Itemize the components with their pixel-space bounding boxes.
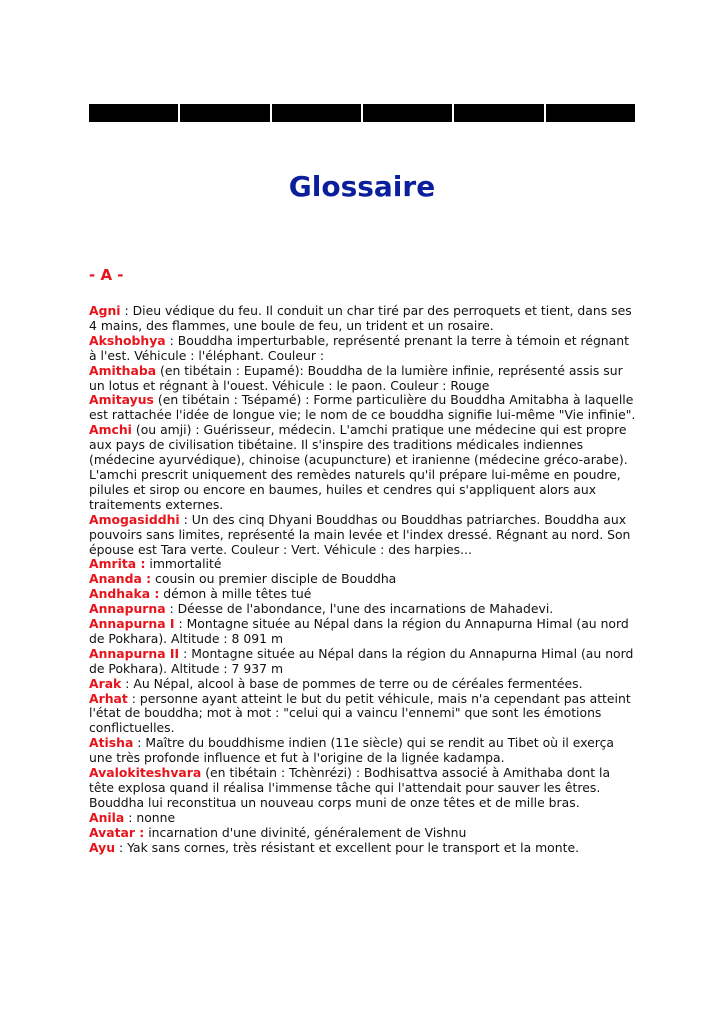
- glossary-entry: [89, 617, 637, 647]
- glossary-term: Amchi: [89, 422, 132, 438]
- glossary-term: Andhaka :: [89, 586, 160, 602]
- glossary-separator: :: [174, 616, 187, 632]
- glossary-definition: (en tibétain : Eupamé): Bouddha de la lumière infinie, représenté assis sur un lotus et régnant à l'ouest. Véhicule : le paon. Couleur : Rouge: [89, 362, 623, 393]
- header-bar-segment: [454, 104, 543, 122]
- header-bar-segment: [180, 104, 269, 122]
- glossary-entry: [89, 811, 637, 826]
- header-bar-segment: [546, 104, 635, 122]
- glossary-entry: [89, 692, 637, 737]
- glossary-entry: [89, 677, 637, 692]
- glossary-definition: (ou amji) : Guérisseur, médecin. L'amchi pratique une médecine qui est propre aux pays de civilisation tibétaine. Il s'inspire des traditions médicales indiennes (médecine ayurvédique), chinoise (acupuncture) et iranienne (médecine gréco-arabe). L'amchi prescrit uniquement des remèdes naturels qu'il prépare lui-même en poudre, pilules et sirop ou encore en baumes, huiles et cendres qui s'appliquent alors aux traitements externes.: [89, 422, 628, 512]
- glossary-term: Amithaba: [89, 362, 157, 378]
- header-bar-segment: [363, 104, 452, 122]
- glossary-definition: Un des cinq Dhyani Bouddhas ou Bouddhas patriarches. Bouddha aux pouvoirs sans limites, représenté la main levée et l'index dressé. Régnant au nord. Son épouse est Tara verte. Couleur : Vert. Véhicule : des harpies...: [89, 511, 631, 557]
- glossary-separator: :: [165, 332, 178, 348]
- glossary-term: Amrita :: [89, 556, 146, 572]
- glossary-entry: [89, 572, 637, 587]
- header-bar-segment: [89, 104, 178, 122]
- glossary-term: Arhat: [89, 690, 128, 706]
- glossary-term: Annapurna: [89, 601, 166, 617]
- glossary-term: Avatar :: [89, 824, 145, 840]
- glossary-entry: [89, 647, 637, 677]
- glossary-separator: :: [179, 645, 192, 661]
- glossary-definition: Yak sans cornes, très résistant et excellent pour le transport et la monte.: [127, 839, 580, 855]
- glossary-definition: Maître du bouddhisme indien (11e siècle) qui se rendit au Tibet où il exerça une très profonde influence et fut à l'origine de la lignée kadampa.: [89, 735, 615, 766]
- glossary-entry: [89, 513, 637, 558]
- glossary-entry: [89, 557, 637, 572]
- glossary-entry: [89, 826, 637, 841]
- glossary-definition: Montagne située au Népal dans la région du Annapurna Himal (au nord de Pokhara). Altitude : 8 091 m: [89, 616, 629, 646]
- glossary-entry: [89, 393, 637, 423]
- glossary-definition: personne ayant atteint le but du petit véhicule, mais n'a cependant pas atteint l'état de bouddha; mot à mot : "celui qui a vaincu l'ennemi" que sont les émotions conflictuelles.: [89, 690, 631, 736]
- glossary-term: Anila: [89, 809, 125, 825]
- glossary-entry: [89, 587, 637, 602]
- section-letter: - A -: [89, 266, 124, 284]
- glossary-separator: :: [165, 601, 178, 617]
- glossary-entry: [89, 364, 637, 394]
- glossary-term: Amitayus: [89, 392, 154, 408]
- glossary-definition: cousin ou premier disciple de Bouddha: [155, 571, 397, 587]
- glossary-separator: :: [133, 735, 146, 751]
- glossary-term: Avalokiteshvara: [89, 765, 202, 781]
- glossary-entry: [89, 602, 637, 617]
- glossary-definition: (en tibétain : Tchènrézi) : Bodhisattva associé à Amithaba dont la tête explosa quand il réalisa l'immense tâche qui l'attendait pour sauver les êtres. Bouddha lui reconstitua un nouveau corps muni de onze têtes et de mille bras.: [89, 765, 611, 810]
- glossary-separator: :: [121, 675, 134, 691]
- glossary-definition: Au Népal, alcool à base de pommes de terre ou de céréales fermentées.: [133, 675, 583, 691]
- glossary-term: Ayu: [89, 839, 116, 855]
- glossary-term: Annapurna II: [89, 645, 180, 661]
- glossary-definition: nonne: [136, 809, 176, 825]
- glossary-definition: immortalité: [149, 556, 222, 572]
- glossary-entry: [89, 736, 637, 766]
- glossary-definition: incarnation d'une divinité, généralement de Vishnu: [148, 824, 467, 840]
- glossary-term: Agni: [89, 303, 121, 318]
- glossary-term: Arak: [89, 675, 122, 691]
- glossary-separator: :: [127, 690, 140, 706]
- glossary-separator: :: [120, 303, 133, 318]
- page-title: Glossaire: [288, 170, 436, 203]
- glossary-separator: :: [179, 511, 192, 527]
- glossary-entries: [89, 304, 637, 856]
- glossary-definition: (en tibétain : Tsépamé) : Forme particulière du Bouddha Amitabha à laquelle est rattachée l'idée de longue vie; le nom de ce bouddha signifie lui-même "Vie infinie".: [89, 392, 636, 423]
- glossary-term: Annapurna I: [89, 616, 175, 632]
- glossary-entry: [89, 423, 637, 512]
- glossary-definition: Bouddha imperturbable, représenté prenant la terre à témoin et régnant à l'est. Véhicule : l'éléphant. Couleur :: [89, 332, 629, 363]
- header-bar: [89, 104, 635, 122]
- header-bar-segment: [272, 104, 361, 122]
- glossary-entry: [89, 304, 637, 334]
- glossary-entry: [89, 766, 637, 811]
- glossary-definition: Montagne située au Népal dans la région du Annapurna Himal (au nord de Pokhara). Altitude : 7 937 m: [89, 645, 634, 676]
- glossary-separator: :: [124, 809, 137, 825]
- glossary-entry: [89, 841, 637, 856]
- glossary-term: Ananda :: [89, 571, 152, 587]
- glossary-definition: démon à mille têtes tué: [163, 586, 312, 602]
- glossary-term: Amogasiddhi: [89, 511, 180, 527]
- glossary-term: Atisha: [89, 735, 134, 751]
- glossary-definition: Déesse de l'abondance, l'une des incarnations de Mahadevi.: [177, 601, 554, 617]
- glossary-separator: :: [115, 839, 128, 855]
- glossary-definition: Dieu védique du feu. Il conduit un char tiré par des perroquets et tient, dans ses 4 mains, des flammes, une boule de feu, un trident et un rosaire.: [89, 303, 632, 333]
- glossary-entry: [89, 334, 637, 364]
- glossary-term: Akshobhya: [89, 332, 166, 348]
